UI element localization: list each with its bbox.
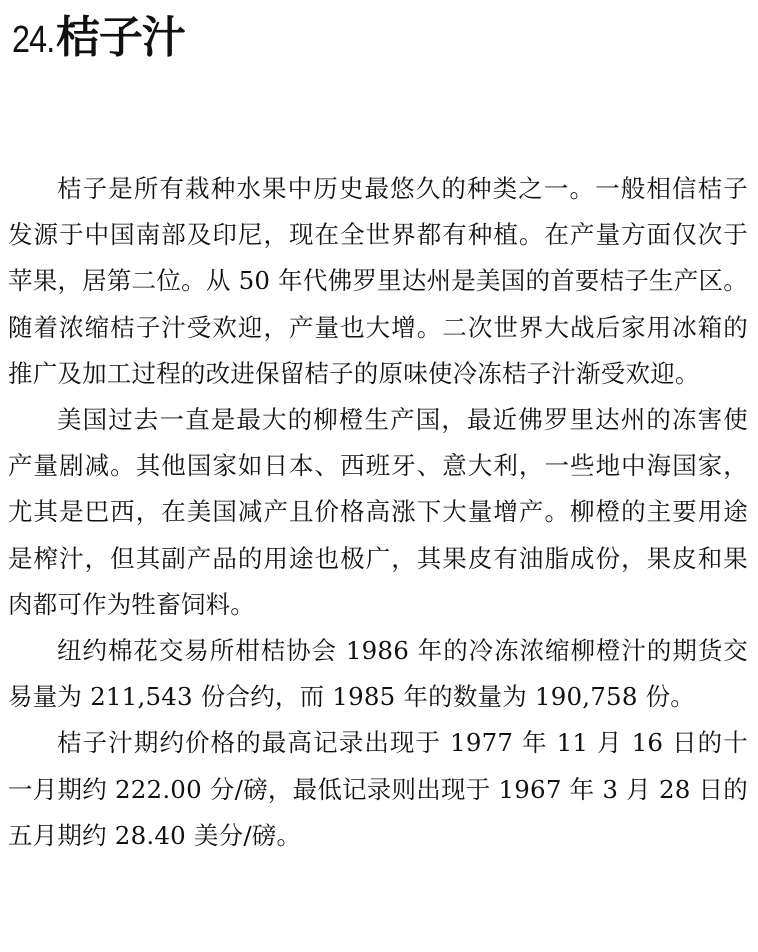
section-heading xyxy=(12,8,185,70)
paragraph-history: 桔子是所有栽种水果中历史最悠久的种类之一。一般相信桔子发源于中国南部及印尼，现在全世界都有种植。在产量方面仅次于苹果，居第二位。从 50 年代佛罗里达州是美国的首要桔子生产区。随着浓缩桔子汁受欢迎，产量也大增。二次世界大战后家用冰箱的推广及加工过程的改进保留桔子的原味使冷冻桔子汁渐受欢迎。 xyxy=(8,174,748,388)
section-number: 24. xyxy=(12,19,55,61)
paragraph-futures-volume: 纽约棉花交易所柑桔协会 1986 年的冷冻浓缩柳橙汁的期货交易量为 211,543 份合约，而 1985 年的数量为 190,758 份。 xyxy=(8,636,748,712)
paragraph-production: 美国过去一直是最大的柳橙生产国，最近佛罗里达州的冻害使产量剧减。其他国家如日本、西班牙、意大利，一些地中海国家，尤其是巴西，在美国减产且价格高涨下大量增产。柳橙的主要用途是榨汁，但其副产品的用途也极广，其果皮有油脂成份，果皮和果肉都可作为牲畜饲料。 xyxy=(8,405,748,619)
section-title: 桔子汁 xyxy=(55,12,185,63)
body-text xyxy=(8,166,748,859)
paragraph-price-records: 桔子汁期约价格的最高记录出现于 1977 年 11 月 16 日的十一月期约 222.00 分/磅，最低记录则出现于 1967 年 3 月 28 日的五月期约 28.40 美分/磅。 xyxy=(8,728,748,850)
